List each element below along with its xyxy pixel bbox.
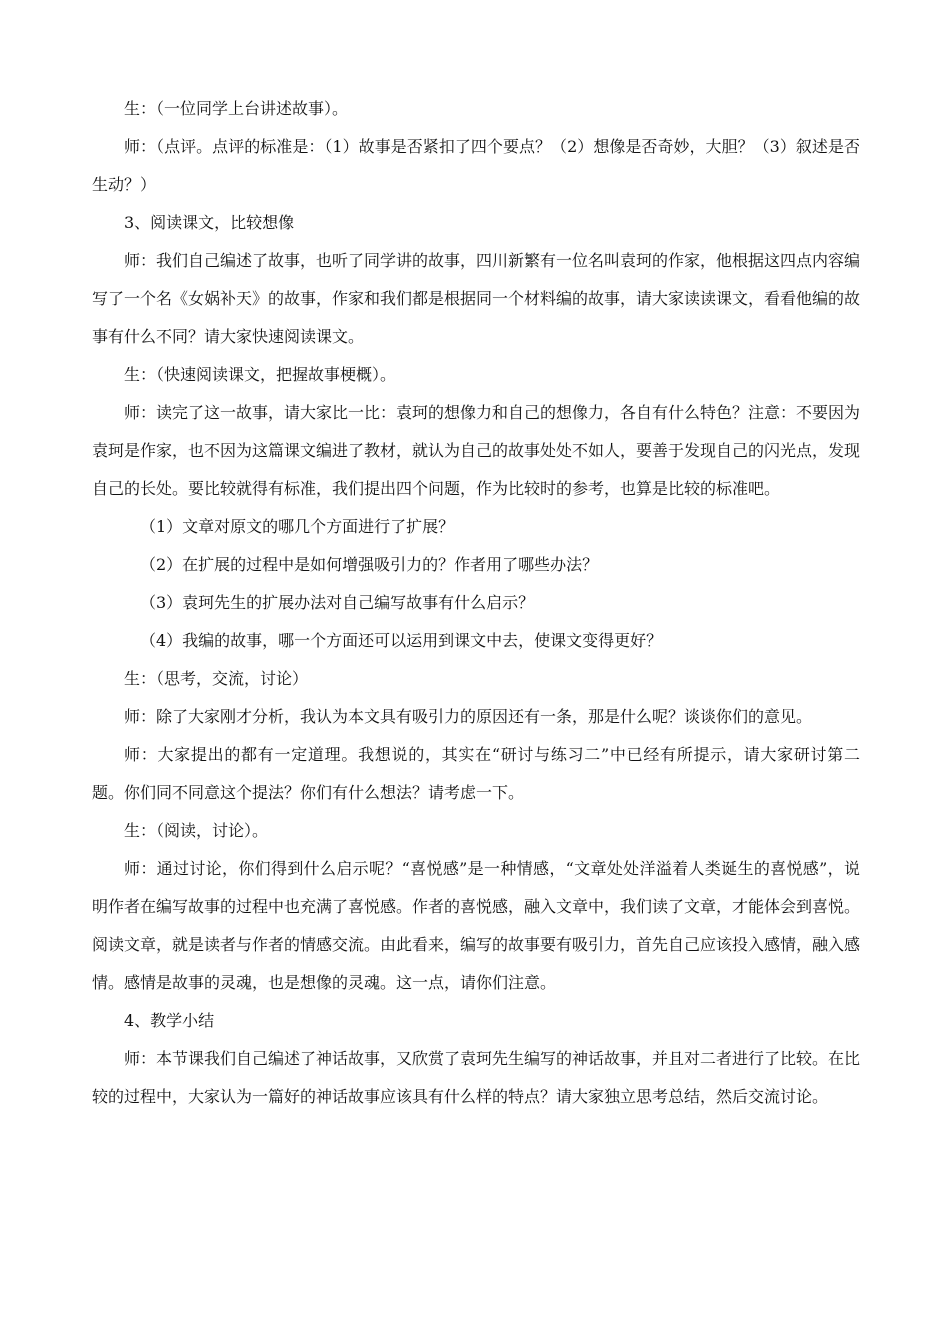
paragraph: 师：（点评。点评的标准是：（1）故事是否紧扣了四个要点？（2）想像是否奇妙，大胆？（3）叙述是否生动？）: [92, 137, 860, 194]
paragraph: 师：本节课我们自己编述了神话故事，又欣赏了袁珂先生编写的神话故事，并且对二者进行了比较。在比较的过程中，大家认为一篇好的神话故事应该具有什么样的特点？请大家独立思考总结，然后交流讨论。: [92, 1049, 861, 1106]
document-page: [92, 90, 860, 1116]
paragraph: 生：（快速阅读课文，把握故事梗概）。: [124, 365, 397, 384]
paragraph: 师：除了大家刚才分析，我认为本文具有吸引力的原因还有一条，那是什么呢？谈谈你们的意见。: [124, 707, 813, 726]
numbered-question: （3）袁珂先生的扩展办法对自己编写故事有什么启示？: [140, 593, 535, 612]
numbered-question: （4）我编的故事，哪一个方面还可以运用到课文中去，使课文变得更好？: [140, 631, 663, 650]
paragraph: 生：（阅读，讨论）。: [124, 821, 269, 840]
paragraph: 生：（一位同学上台讲述故事）。: [124, 99, 349, 118]
paragraph: 师：我们自己编述了故事，也听了同学讲的故事，四川新繁有一位名叫袁珂的作家，他根据这四点内容编写了一个名《女娲补天》的故事，作家和我们都是根据同一个材料编的故事，请大家读读课文，看看他编的故事有什么不同？请大家快速阅读课文。: [92, 251, 861, 346]
paragraph: 师：读完了这一故事，请大家比一比：袁珂的想像力和自己的想像力，各自有什么特色？注意：不要因为袁珂是作家，也不因为这篇课文编进了教材，就认为自己的故事处处不如人，要善于发现自己的闪光点，发现自己的长处。要比较就得有标准，我们提出四个问题，作为比较时的参考，也算是比较的标准吧。: [92, 403, 861, 498]
numbered-question: （2）在扩展的过程中是如何增强吸引力的？作者用了哪些办法？: [140, 555, 599, 574]
numbered-question: （1）文章对原文的哪几个方面进行了扩展？: [140, 517, 455, 536]
section-heading: 4、教学小结: [124, 1011, 215, 1030]
paragraph: 师：大家提出的都有一定道理。我想说的，其实在“研讨与练习二”中已经有所提示，请大家研讨第二题。你们同不同意这个提法？你们有什么想法？请考虑一下。: [92, 745, 860, 802]
paragraph: 生：（思考，交流，讨论）: [124, 669, 309, 688]
section-heading: 3、阅读课文，比较想像: [124, 213, 295, 232]
paragraph: 师：通过讨论，你们得到什么启示呢？“喜悦感”是一种情感，“文章处处洋溢着人类诞生的喜悦感”，说明作者在编写故事的过程中也充满了喜悦感。作者的喜悦感，融入文章中，我们读了文章，才能体会到喜悦。阅读文章，就是读者与作者的情感交流。由此看来，编写的故事要有吸引力，首先自己应该投入感情，融入感情。感情是故事的灵魂，也是想像的灵魂。这一点，请你们注意。: [92, 859, 861, 992]
